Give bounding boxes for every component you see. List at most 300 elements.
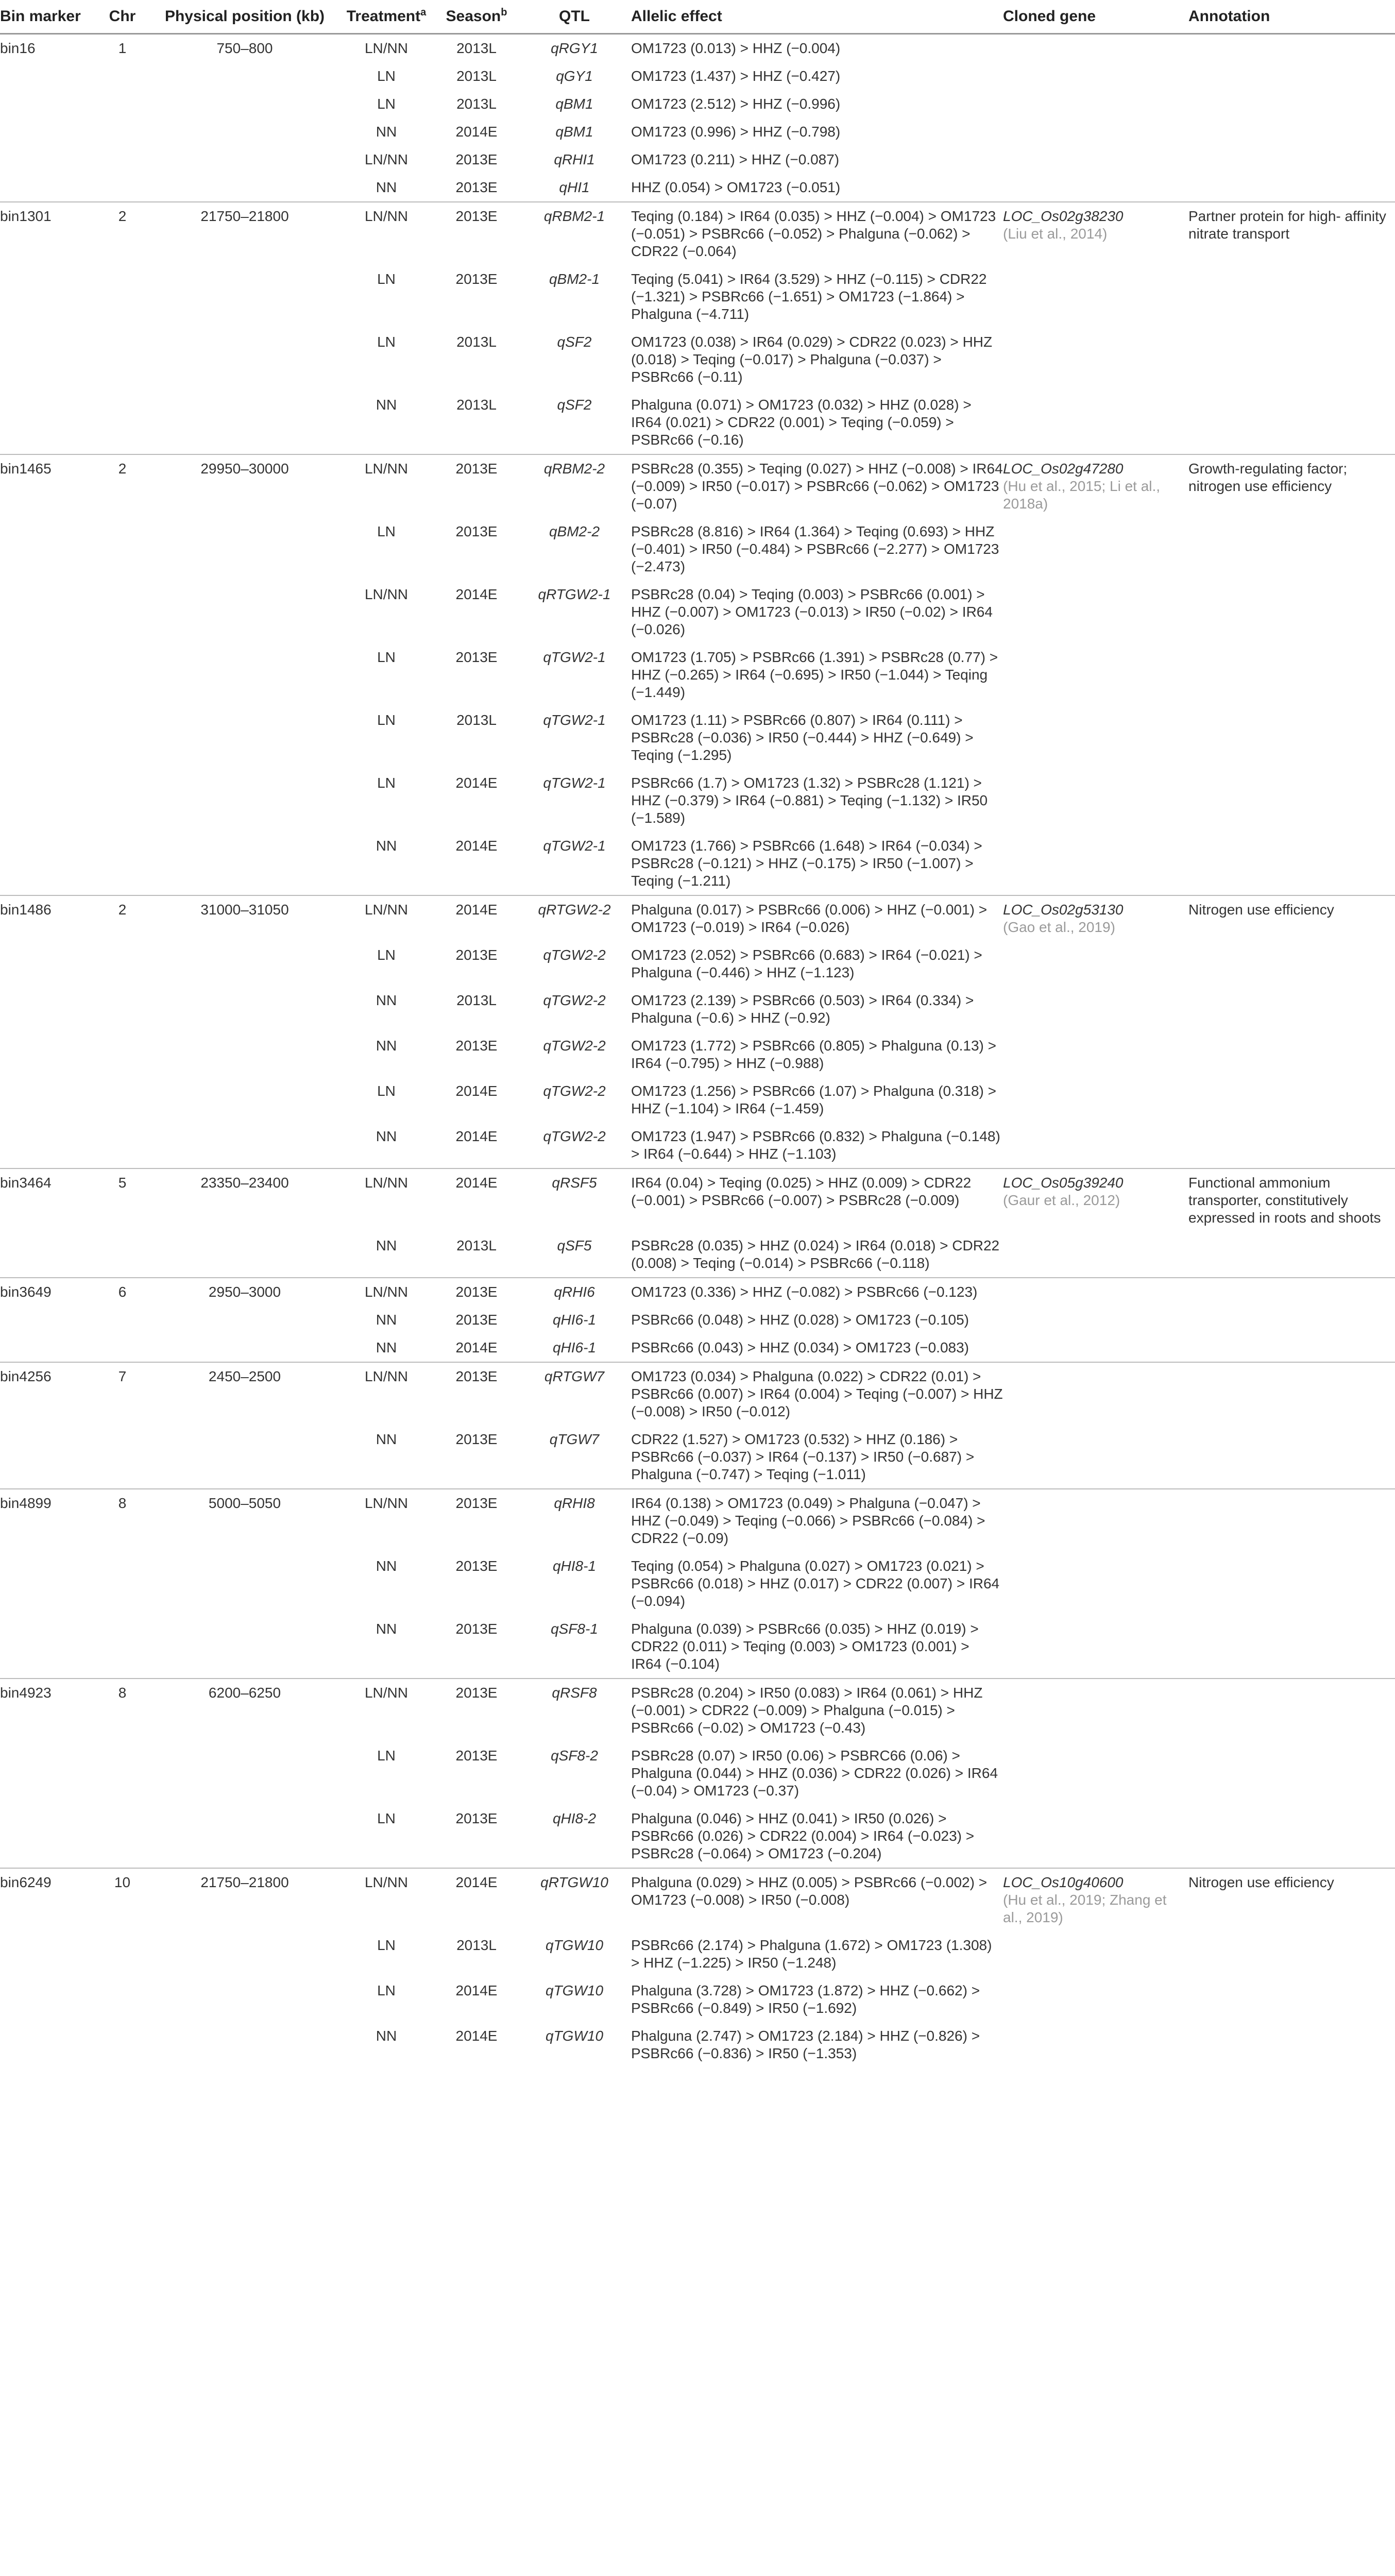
gene-citation-link[interactable]: (Hu et al., 2019; Zhang et al., 2019)	[1003, 1892, 1167, 1925]
annotation-cell	[1188, 941, 1395, 987]
table-row	[0, 1278, 1395, 1306]
position-cell: 23350–23400	[152, 1168, 337, 1232]
annotation-cell	[1188, 146, 1395, 174]
position-cell	[152, 1123, 337, 1168]
table-row	[0, 1679, 1395, 1742]
chr-cell	[93, 1334, 152, 1362]
chr-cell	[93, 118, 152, 146]
qtl-cell: qSF8-2	[551, 1748, 598, 1764]
annotation-cell	[1188, 2022, 1395, 2067]
cloned-gene-cell	[1003, 202, 1188, 265]
gene-citation-link[interactable]: (Gao et al., 2019)	[1003, 919, 1115, 935]
qtl-cell: qRBM2-1	[518, 202, 631, 265]
cloned-gene-cell	[1003, 174, 1188, 202]
chr-cell: 6	[93, 1278, 152, 1306]
chr-cell	[93, 1977, 152, 2022]
treatment-cell: NN	[376, 1431, 397, 1447]
season-cell: 2013E	[455, 1431, 498, 1447]
cloned-gene-cell	[1003, 1679, 1188, 1742]
qtl-cell: qRBM2-2	[518, 454, 631, 518]
chr-cell	[93, 1306, 152, 1334]
treatment-cell: LN/NN	[337, 1168, 435, 1232]
gene-name: LOC_Os05g39240	[1003, 1175, 1124, 1191]
chr-cell	[93, 265, 152, 328]
allelic-effect-cell: CDR22 (1.527) > OM1723 (0.532) > HHZ (0.186) > PSBRc66 (−0.037) > IR64 (−0.137) > IR50 (−0.687) > Phalguna (−0.747) > Teqing (−1.011)	[631, 1431, 975, 1482]
annotation-cell: Nitrogen use efficiency	[1188, 895, 1395, 941]
cloned-gene-cell	[1003, 34, 1188, 63]
season-cell: 2013E	[455, 1558, 498, 1574]
position-cell	[152, 987, 337, 1032]
qtl-cell: qRTGW2-1	[538, 586, 611, 602]
qtl-cell: qTGW2-2	[543, 1083, 606, 1099]
treatment-cell: LN	[377, 712, 396, 728]
annotation-cell	[1188, 706, 1395, 769]
chr-cell	[93, 391, 152, 454]
chr-cell	[93, 987, 152, 1032]
header-bin-marker: Bin marker	[0, 0, 93, 34]
position-cell	[152, 118, 337, 146]
qtl-cell: qSF2	[557, 334, 592, 350]
cloned-gene-cell	[1003, 895, 1188, 941]
allelic-effect-cell: Phalguna (3.728) > OM1723 (1.872) > HHZ (−0.662) > PSBRc66 (−0.849) > IR50 (−1.692)	[631, 1982, 980, 2016]
bin-marker-cell	[0, 118, 93, 146]
qtl-cell: qTGW10	[545, 1937, 604, 1953]
position-cell: 21750–21800	[152, 202, 337, 265]
table-row	[0, 1032, 1395, 1077]
position-cell: 21750–21800	[152, 1868, 337, 1931]
season-cell: 2013L	[456, 1937, 497, 1953]
allelic-effect-cell: Phalguna (0.039) > PSBRc66 (0.035) > HHZ (0.019) > CDR22 (0.011) > Teqing (0.003) > OM1723 (0.001) > IR64 (−0.104)	[631, 1621, 979, 1672]
bin-marker-cell	[0, 391, 93, 454]
treatment-cell: NN	[376, 1558, 397, 1574]
qtl-cell: qHI8-1	[552, 1558, 597, 1574]
allelic-effect-cell: OM1723 (1.11) > PSBRc66 (0.807) > IR64 (0.111) > PSBRc28 (−0.036) > IR50 (−0.444) > HHZ (−0.649) > Teqing (−1.295)	[631, 712, 974, 763]
allelic-effect-cell: OM1723 (0.034) > Phalguna (0.022) > CDR22 (0.01) > PSBRc66 (0.007) > IR64 (0.004) > Teqing (−0.007) > HHZ (−0.008) > IR50 (−0.012)	[631, 1362, 1003, 1426]
annotation-cell	[1188, 1232, 1395, 1278]
season-cell: 2013E	[455, 1312, 498, 1328]
qtl-cell: qTGW2-1	[543, 838, 606, 854]
bin-marker-cell	[0, 706, 93, 769]
cloned-gene-cell	[1003, 90, 1188, 118]
season-cell: 2013E	[435, 454, 518, 518]
allelic-effect-cell: Phalguna (0.029) > HHZ (0.005) > PSBRc66 (−0.002) > OM1723 (−0.008) > IR50 (−0.008)	[631, 1868, 1003, 1931]
season-cell: 2014E	[455, 124, 498, 140]
bin-marker-cell	[0, 1552, 93, 1615]
table-row	[0, 1123, 1395, 1168]
table-row	[0, 832, 1395, 895]
season-cell: 2013E	[435, 202, 518, 265]
season-cell: 2014E	[455, 1083, 498, 1099]
treatment-cell: LN	[377, 649, 396, 665]
cloned-gene-cell	[1003, 1168, 1188, 1232]
bin-marker-cell: bin16	[0, 40, 36, 56]
position-cell	[152, 265, 337, 328]
treatment-cell: NN	[376, 1238, 397, 1253]
position-cell: 2950–3000	[152, 1278, 337, 1306]
table-row	[0, 146, 1395, 174]
qtl-cell: qRSF8	[518, 1679, 631, 1742]
qtl-cell: qRHI8	[518, 1489, 631, 1552]
position-cell: 29950–30000	[152, 454, 337, 518]
bin-marker-cell	[0, 1426, 93, 1489]
annotation-cell	[1188, 1977, 1395, 2022]
cloned-gene-cell	[1003, 643, 1188, 706]
table-row	[0, 581, 1395, 643]
bin-marker-cell: bin4256	[0, 1362, 93, 1426]
season-cell: 2013E	[435, 1362, 518, 1426]
cloned-gene-cell	[1003, 581, 1188, 643]
annotation-cell	[1188, 643, 1395, 706]
season-cell: 2014E	[455, 838, 498, 854]
allelic-effect-cell: OM1723 (0.211) > HHZ (−0.087)	[631, 151, 840, 167]
qtl-cell: qHI8-2	[552, 1810, 597, 1826]
bin-marker-cell: bin4899	[0, 1489, 93, 1552]
qtl-cell: qBM1	[555, 96, 593, 112]
bin-marker-cell	[0, 90, 93, 118]
season-cell: 2014E	[455, 1128, 498, 1144]
annotation-cell	[1188, 1032, 1395, 1077]
position-cell	[152, 1334, 337, 1362]
qtl-cell: qTGW2-1	[543, 649, 606, 665]
treatment-cell: LN	[377, 334, 396, 350]
season-cell: 2013E	[455, 1748, 498, 1764]
cloned-gene-cell	[1003, 1615, 1188, 1679]
table-header-row	[0, 0, 1395, 34]
treatment-cell: LN/NN	[337, 1679, 435, 1742]
cloned-gene-cell	[1003, 1306, 1188, 1334]
cloned-gene-cell	[1003, 265, 1188, 328]
table-row	[0, 90, 1395, 118]
season-cell: 2013E	[455, 1621, 498, 1637]
qtl-cell: qTGW2-2	[543, 1128, 606, 1144]
season-cell: 2013E	[435, 1679, 518, 1742]
annotation-cell	[1188, 1123, 1395, 1168]
season-cell: 2013E	[455, 947, 498, 963]
season-cell: 2013L	[456, 992, 497, 1008]
chr-cell	[93, 706, 152, 769]
bin-marker-cell	[0, 518, 93, 581]
season-cell: 2013E	[435, 1489, 518, 1552]
treatment-cell: LN/NN	[337, 1278, 435, 1306]
treatment-cell: NN	[376, 838, 397, 854]
position-cell	[152, 941, 337, 987]
chr-cell	[93, 581, 152, 643]
allelic-effect-cell: PSBRc66 (1.7) > OM1723 (1.32) > PSBRc28 (1.121) > HHZ (−0.379) > IR64 (−0.881) > Teqing (−1.132) > IR50 (−1.589)	[631, 775, 988, 826]
position-cell	[152, 1426, 337, 1489]
allelic-effect-cell: Phalguna (2.747) > OM1723 (2.184) > HHZ (−0.826) > PSBRc66 (−0.836) > IR50 (−1.353)	[631, 2028, 980, 2061]
cloned-gene-cell	[1003, 1077, 1188, 1123]
position-cell	[152, 1931, 337, 1977]
allelic-effect-cell: PSBRc66 (2.174) > Phalguna (1.672) > OM1723 (1.308) > HHZ (−1.225) > IR50 (−1.248)	[631, 1937, 992, 1971]
annotation-cell	[1188, 90, 1395, 118]
season-cell: 2013L	[456, 1238, 497, 1253]
treatment-cell: NN	[376, 179, 397, 195]
bin-marker-cell	[0, 987, 93, 1032]
table-row	[0, 391, 1395, 454]
cloned-gene-cell	[1003, 118, 1188, 146]
table-row	[0, 2022, 1395, 2067]
season-cell: 2013E	[455, 151, 498, 167]
qtl-cell: qRTGW2-2	[518, 895, 631, 941]
gene-name: LOC_Os10g40600	[1003, 1874, 1124, 1890]
chr-cell	[93, 832, 152, 895]
cloned-gene-cell	[1003, 941, 1188, 987]
season-cell: 2013E	[455, 1810, 498, 1826]
gene-citation-link[interactable]: (Gaur et al., 2012)	[1003, 1192, 1120, 1208]
annotation-cell	[1188, 769, 1395, 832]
cloned-gene-cell	[1003, 1977, 1188, 2022]
table-row	[0, 706, 1395, 769]
treatment-cell: NN	[376, 1312, 397, 1328]
header-season-sup: b	[501, 7, 507, 18]
qtl-cell: qTGW2-2	[543, 992, 606, 1008]
bin-marker-cell: bin1465	[0, 454, 93, 518]
cloned-gene-cell	[1003, 706, 1188, 769]
chr-cell	[93, 1426, 152, 1489]
allelic-effect-cell: IR64 (0.138) > OM1723 (0.049) > Phalguna (−0.047) > HHZ (−0.049) > Teqing (−0.066) > PSBRc66 (−0.084) > CDR22 (−0.09)	[631, 1489, 1003, 1552]
position-cell	[152, 518, 337, 581]
qtl-cell: qTGW7	[549, 1431, 600, 1447]
bin-marker-cell: bin6249	[0, 1868, 93, 1931]
position-cell	[152, 391, 337, 454]
treatment-cell: LN/NN	[337, 202, 435, 265]
bin-marker-cell	[0, 265, 93, 328]
position-cell	[152, 328, 337, 391]
gene-name: LOC_Os02g38230	[1003, 208, 1124, 224]
annotation-cell: Nitrogen use efficiency	[1188, 1868, 1395, 1931]
allelic-effect-cell: PSBRc66 (0.048) > HHZ (0.028) > OM1723 (−0.105)	[631, 1312, 969, 1328]
table-row	[0, 1168, 1395, 1232]
qtl-cell: qRHI1	[554, 151, 595, 167]
treatment-cell: LN	[377, 1937, 396, 1953]
table-row	[0, 62, 1395, 90]
treatment-cell: LN/NN	[337, 1362, 435, 1426]
season-cell: 2014E	[435, 1868, 518, 1931]
treatment-cell: NN	[376, 2028, 397, 2044]
bin-marker-cell	[0, 832, 93, 895]
annotation-cell	[1188, 1742, 1395, 1805]
cloned-gene-cell	[1003, 1362, 1188, 1426]
treatment-cell: LN	[377, 1748, 396, 1764]
table-row	[0, 1306, 1395, 1334]
header-chr: Chr	[93, 0, 152, 34]
allelic-effect-cell: OM1723 (2.512) > HHZ (−0.996)	[631, 96, 841, 112]
chr-cell	[93, 1931, 152, 1977]
allelic-effect-cell: PSBRc66 (0.043) > HHZ (0.034) > OM1723 (−0.083)	[631, 1340, 969, 1355]
season-cell: 2013E	[455, 1038, 498, 1054]
cloned-gene-cell	[1003, 1742, 1188, 1805]
qtl-cell: qHI6-1	[552, 1312, 597, 1328]
header-annotation: Annotation	[1188, 0, 1395, 34]
bin-marker-cell	[0, 1977, 93, 2022]
season-cell: 2014E	[435, 895, 518, 941]
table-row	[0, 1077, 1395, 1123]
position-cell	[152, 1077, 337, 1123]
allelic-effect-cell: OM1723 (0.013) > HHZ (−0.004)	[631, 40, 841, 56]
header-position: Physical position (kb)	[152, 0, 337, 34]
position-cell	[152, 1805, 337, 1868]
cloned-gene-cell	[1003, 987, 1188, 1032]
annotation-cell	[1188, 987, 1395, 1032]
table-row	[0, 1552, 1395, 1615]
qtl-cell: qBM2-2	[549, 523, 600, 539]
table-row	[0, 328, 1395, 391]
cloned-gene-cell	[1003, 1334, 1188, 1362]
table-row	[0, 1489, 1395, 1552]
chr-cell	[93, 643, 152, 706]
gene-citation-link[interactable]: (Hu et al., 2015; Li et al., 2018a)	[1003, 478, 1161, 512]
qtl-cell: qTGW2-2	[543, 947, 606, 963]
treatment-cell: LN/NN	[364, 40, 408, 56]
table-row	[0, 174, 1395, 202]
position-cell: 6200–6250	[152, 1679, 337, 1742]
position-cell: 2450–2500	[152, 1362, 337, 1426]
bin-marker-cell	[0, 1077, 93, 1123]
table-row	[0, 34, 1395, 63]
cloned-gene-cell	[1003, 1552, 1188, 1615]
qtl-cell: qSF8-1	[551, 1621, 598, 1637]
allelic-effect-cell: OM1723 (1.947) > PSBRc66 (0.832) > Phalguna (−0.148) > IR64 (−0.644) > HHZ (−1.103)	[631, 1128, 1000, 1162]
chr-cell	[93, 941, 152, 987]
position-cell: 750–800	[216, 40, 273, 56]
position-cell	[152, 1615, 337, 1679]
table-row	[0, 643, 1395, 706]
chr-cell	[93, 328, 152, 391]
season-cell: 2013L	[456, 334, 497, 350]
qtl-cell: qRSF5	[518, 1168, 631, 1232]
position-cell	[152, 769, 337, 832]
treatment-cell: LN	[377, 523, 396, 539]
gene-citation-link[interactable]: (Liu et al., 2014)	[1003, 226, 1108, 242]
allelic-effect-cell: OM1723 (1.256) > PSBRc66 (1.07) > Phalguna (0.318) > HHZ (−1.104) > IR64 (−1.459)	[631, 1083, 996, 1116]
table-row	[0, 454, 1395, 518]
treatment-cell: LN	[377, 947, 396, 963]
chr-cell: 8	[93, 1679, 152, 1742]
qtl-cell: qTGW2-2	[543, 1038, 606, 1054]
qtl-cell: qHI1	[559, 179, 590, 195]
annotation-cell	[1188, 1489, 1395, 1552]
allelic-effect-cell: OM1723 (1.772) > PSBRc66 (0.805) > Phalguna (0.13) > IR64 (−0.795) > HHZ (−0.988)	[631, 1038, 996, 1071]
chr-cell	[93, 2022, 152, 2067]
treatment-cell: LN/NN	[364, 586, 408, 602]
chr-cell	[93, 1123, 152, 1168]
treatment-cell: LN	[377, 1810, 396, 1826]
cloned-gene-cell	[1003, 1931, 1188, 1977]
season-cell: 2014E	[455, 2028, 498, 2044]
qtl-cell: qTGW10	[545, 1982, 604, 1998]
position-cell	[152, 1032, 337, 1077]
cloned-gene-cell	[1003, 1868, 1188, 1931]
allelic-effect-cell: OM1723 (0.336) > HHZ (−0.082) > PSBRc66 (−0.123)	[631, 1278, 1003, 1306]
annotation-cell	[1188, 1077, 1395, 1123]
annotation-cell	[1188, 581, 1395, 643]
table-row	[0, 1742, 1395, 1805]
position-cell	[152, 1306, 337, 1334]
chr-cell	[93, 1077, 152, 1123]
cloned-gene-cell	[1003, 1278, 1188, 1306]
season-cell: 2014E	[455, 1340, 498, 1355]
allelic-effect-cell: PSBRc28 (8.816) > IR64 (1.364) > Teqing (0.693) > HHZ (−0.401) > IR50 (−0.484) > PSBRc66 (−2.277) > OM1723 (−2.473)	[631, 523, 999, 574]
chr-cell: 10	[93, 1868, 152, 1931]
table-row	[0, 1232, 1395, 1278]
bin-marker-cell: bin3649	[0, 1278, 93, 1306]
table-row	[0, 1977, 1395, 2022]
position-cell	[152, 1552, 337, 1615]
allelic-effect-cell: OM1723 (2.139) > PSBRc66 (0.503) > IR64 (0.334) > Phalguna (−0.6) > HHZ (−0.92)	[631, 992, 974, 1026]
table-row	[0, 1868, 1395, 1931]
treatment-cell: LN/NN	[337, 895, 435, 941]
chr-cell	[93, 1552, 152, 1615]
table-row	[0, 1426, 1395, 1489]
treatment-cell: NN	[376, 1340, 397, 1355]
position-cell: 5000–5050	[152, 1489, 337, 1552]
season-cell: 2013E	[455, 179, 498, 195]
season-cell: 2013L	[456, 68, 497, 84]
allelic-effect-cell: PSBRc28 (0.035) > HHZ (0.024) > IR64 (0.018) > CDR22 (0.008) > Teqing (−0.014) > PSBRc66 (−0.118)	[631, 1238, 1000, 1271]
season-cell: 2014E	[435, 1168, 518, 1232]
annotation-cell	[1188, 118, 1395, 146]
table-row	[0, 118, 1395, 146]
bin-marker-cell	[0, 941, 93, 987]
chr-cell	[93, 146, 152, 174]
season-cell: 2014E	[455, 586, 498, 602]
cloned-gene-cell	[1003, 1805, 1188, 1868]
allelic-effect-cell: OM1723 (2.052) > PSBRc66 (0.683) > IR64 (−0.021) > Phalguna (−0.446) > HHZ (−1.123)	[631, 947, 982, 980]
treatment-cell: LN	[377, 96, 396, 112]
treatment-cell: LN/NN	[364, 151, 408, 167]
chr-cell	[93, 1615, 152, 1679]
cloned-gene-cell	[1003, 62, 1188, 90]
annotation-cell	[1188, 1426, 1395, 1489]
cloned-gene-cell	[1003, 1232, 1188, 1278]
bin-marker-cell	[0, 1032, 93, 1077]
allelic-effect-cell: OM1723 (1.437) > HHZ (−0.427)	[631, 68, 841, 84]
annotation-cell	[1188, 1931, 1395, 1977]
treatment-cell: LN	[377, 271, 396, 287]
treatment-cell: LN	[377, 1083, 396, 1099]
chr-cell	[93, 62, 152, 90]
annotation-cell	[1188, 391, 1395, 454]
bin-marker-cell	[0, 146, 93, 174]
chr-cell: 8	[93, 1489, 152, 1552]
bin-marker-cell	[0, 1123, 93, 1168]
annotation-cell	[1188, 265, 1395, 328]
cloned-gene-cell	[1003, 328, 1188, 391]
chr-cell	[93, 1232, 152, 1278]
treatment-cell: LN	[377, 68, 396, 84]
table-row	[0, 941, 1395, 987]
cloned-gene-cell	[1003, 769, 1188, 832]
annotation-cell	[1188, 328, 1395, 391]
allelic-effect-cell: Teqing (0.054) > Phalguna (0.027) > OM1723 (0.021) > PSBRc66 (0.018) > HHZ (0.017) > CDR22 (0.007) > IR64 (−0.094)	[631, 1558, 1000, 1609]
bin-marker-cell	[0, 1306, 93, 1334]
bin-marker-cell	[0, 1232, 93, 1278]
position-cell	[152, 1977, 337, 2022]
allelic-effect-cell: PSBRc28 (0.355) > Teqing (0.027) > HHZ (−0.008) > IR64 (−0.009) > IR50 (−0.017) > PSBRc66 (−0.062) > OM1723 (−0.07)	[631, 454, 1003, 518]
allelic-effect-cell: Teqing (5.041) > IR64 (3.529) > HHZ (−0.115) > CDR22 (−1.321) > PSBRc66 (−1.651) > OM1723 (−1.864) > Phalguna (−4.711)	[631, 271, 987, 322]
chr-cell: 7	[93, 1362, 152, 1426]
cloned-gene-cell	[1003, 391, 1188, 454]
annotation-cell	[1188, 1615, 1395, 1679]
annotation-cell	[1188, 1552, 1395, 1615]
qtl-cell: qRTGW10	[518, 1868, 631, 1931]
qtl-cell: qHI6-1	[552, 1340, 597, 1355]
cloned-gene-cell	[1003, 1426, 1188, 1489]
annotation-cell	[1188, 1334, 1395, 1362]
allelic-effect-cell: OM1723 (1.705) > PSBRc66 (1.391) > PSBRc28 (0.77) > HHZ (−0.265) > IR64 (−0.695) > IR50 (−1.044) > Teqing (−1.449)	[631, 649, 998, 700]
bin-marker-cell	[0, 1615, 93, 1679]
position-cell	[152, 1742, 337, 1805]
